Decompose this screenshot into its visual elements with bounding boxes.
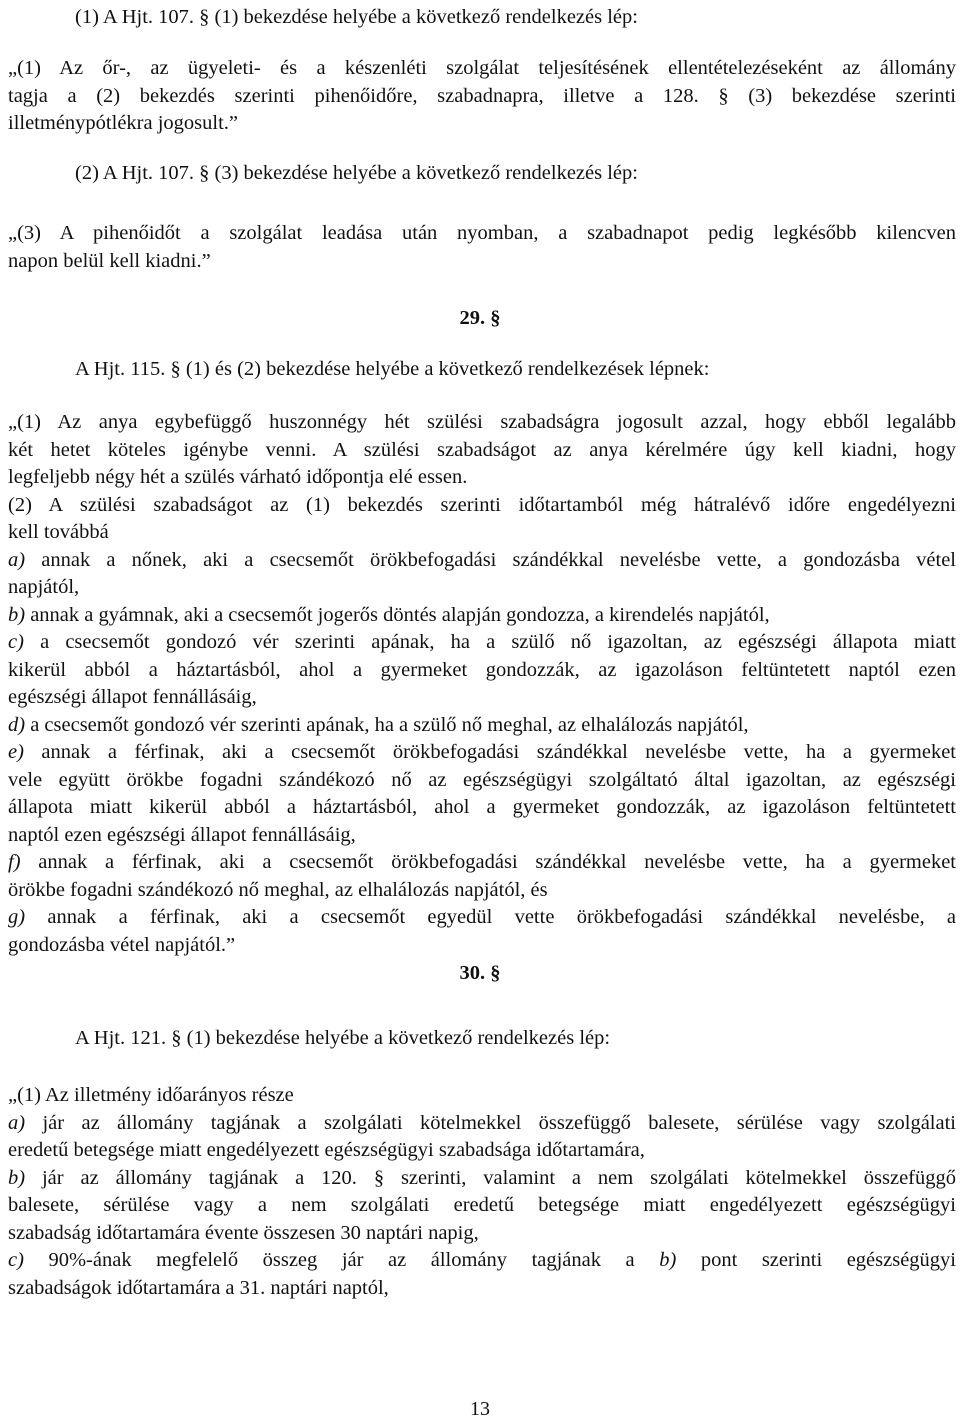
page-number: 13 xyxy=(470,1398,490,1420)
quoted-paragraph-121: „(1) Az illetmény időarányos része a) jár az állomány tagjának a szolgálati kötelmekkel összefüggő balesete, sérülése vagy szolgálati eredetű betegsége miatt engedélyezett egészségügyi szabadsága időtartamára, b) jár az állomány tagjának a 120. § szerinti, valamint a nem szolgálati kötelmekkel összefüggő balesete, sérülése vagy a nem szolgálati eredetű betegsége miatt engedélyezett egészségügyi szabadság időtartamára évente összesen 30 naptári napig, c) 90%-ának megfelelő összeg jár az állomány tagjának a b) pont szerinti egészségügyi szabadságok időtartamára a 31. naptári naptól, xyxy=(8,1084,956,1299)
list-item-g: g) annak a férfinak, aki a csecsemőt egyedül vette örökbefogadási szándékkal nevelésbe, a xyxy=(8,906,956,928)
paragraph-amendment-115: A Hjt. 115. § (1) és (2) bekezdése helyébe a következő rendelkezések lépnek: xyxy=(75,358,710,380)
list-item-b: b) annak a gyámnak, aki a csecsemőt jogerős döntés alapján gondozza, a kirendelés napjától, xyxy=(8,603,770,626)
list-item-121-c: c) 90%-ának megfelelő összeg jár az állomány tagjának a b) pont szerinti egészségügyi xyxy=(8,1249,956,1271)
quoted-paragraph-107-3: „(3) A pihenőidőt a szolgálat leadása után nyomban, a szabadnapot pedig legkésőbb kilencven napon belül kell kiadni.” xyxy=(8,222,956,272)
list-item-f: f) annak a férfinak, aki a csecsemőt örökbefogadási szándékkal nevelésbe vette, ha a gyermeket xyxy=(8,851,956,873)
paragraph-amendment-107-3: (2) A Hjt. 107. § (3) bekezdése helyébe a következő rendelkezés lép: xyxy=(75,162,638,184)
section-heading-30: 30. § xyxy=(459,962,501,984)
list-item-d: d) a csecsemőt gondozó vér szerinti apának, ha a szülő nő meghal, az elhalálozás napjától, xyxy=(8,713,749,736)
quoted-paragraph-115: „(1) Az anya egybefüggő huszonnégy hét szülési szabadságra jogosult azzal, hogy ebből legalább két hetet köteles igénybe venni. A szülési szabadságot az anya kérelmére úgy kell kiadni, hogy legfeljebb négy hét a szülés várható időpontja elé essen. (2) A szülési szabadságot az (1) bekezdés szerinti időtartamból még hátralévő időre engedélyezni kell továbbá a) annak a nőnek, aki a csecsemőt örökbefogadási szándékkal nevelésbe vette, a gondozásba vétel napjától, b) annak a gyámnak, aki a csecsemőt jogerős döntés alapján gondozza, a kirendelés napjától, c) a csecsemőt gondozó vér szerinti apának, ha a szülő nő igazoltan, az egészségi állapota miatt kikerül abból a háztartásból, ahol a gyermeket gondozzák, az igazoláson feltüntetett naptól ezen egészségi állapot fennállásáig, d) a csecsemőt gondozó vér szerinti apának, ha a szülő nő meghal, az elhalálozás napjától, e) annak a férfinak, aki a csecsemőt örökbefogadási szándékkal nevelésbe vette, ha a gyermeket vele együtt örökbe fogadni szándékozó nő az egészségügyi szolgáltató által igazoltan, az egészségi állapota miatt kikerül abból a háztartásból, ahol a gyermeket gondozzák, az igazoláson feltüntetett naptól ezen egészségi állapot fennállásáig, f) annak a férfinak, aki a csecsemőt örökbefogadási szándékkal nevelésbe vette, ha a gyermeket örökbe fogadni szándékozó nő meghal, az elhalálozás napjától, és g) annak a férfinak, aki a csecsemőt egyedül vette örökbefogadási szándékkal nevelésbe, a gondozásba vétel napjától.” xyxy=(8,411,956,956)
list-item-e: e) annak a férfinak, aki a csecsemőt örökbefogadási szándékkal nevelésbe vette, ha a gyermeket xyxy=(8,741,956,763)
list-item-c: c) a csecsemőt gondozó vér szerinti apának, ha a szülő nő igazoltan, az egészségi állapota miatt xyxy=(8,631,956,653)
list-item-a: a) annak a nőnek, aki a csecsemőt örökbefogadási szándékkal nevelésbe vette, a gondozásba vétel xyxy=(8,548,956,571)
paragraph-amendment-107-1: (1) A Hjt. 107. § (1) bekezdése helyébe a következő rendelkezés lép: xyxy=(75,6,638,28)
quoted-paragraph-107-1: „(1) Az őr-, az ügyeleti- és a készenléti szolgálat teljesítésének ellentételezéseként az állomány tagja a (2) bekezdés szerinti pihenőidőre, szabadnapra, illetve a 128. § (3) bekezdése szerinti illetménypótlékra jogosult.” xyxy=(8,57,956,134)
list-item-121-b: b) jár az állomány tagjának a 120. § szerinti, valamint a nem szolgálati kötelmekkel összefüggő xyxy=(8,1166,956,1189)
section-heading-29: 29. § xyxy=(459,307,501,329)
list-item-121-a: a) jár az állomány tagjának a szolgálati kötelmekkel összefüggő balesete, sérülése vagy szolgálati xyxy=(8,1111,956,1134)
paragraph-amendment-121: A Hjt. 121. § (1) bekezdése helyébe a következő rendelkezés lép: xyxy=(75,1027,611,1049)
